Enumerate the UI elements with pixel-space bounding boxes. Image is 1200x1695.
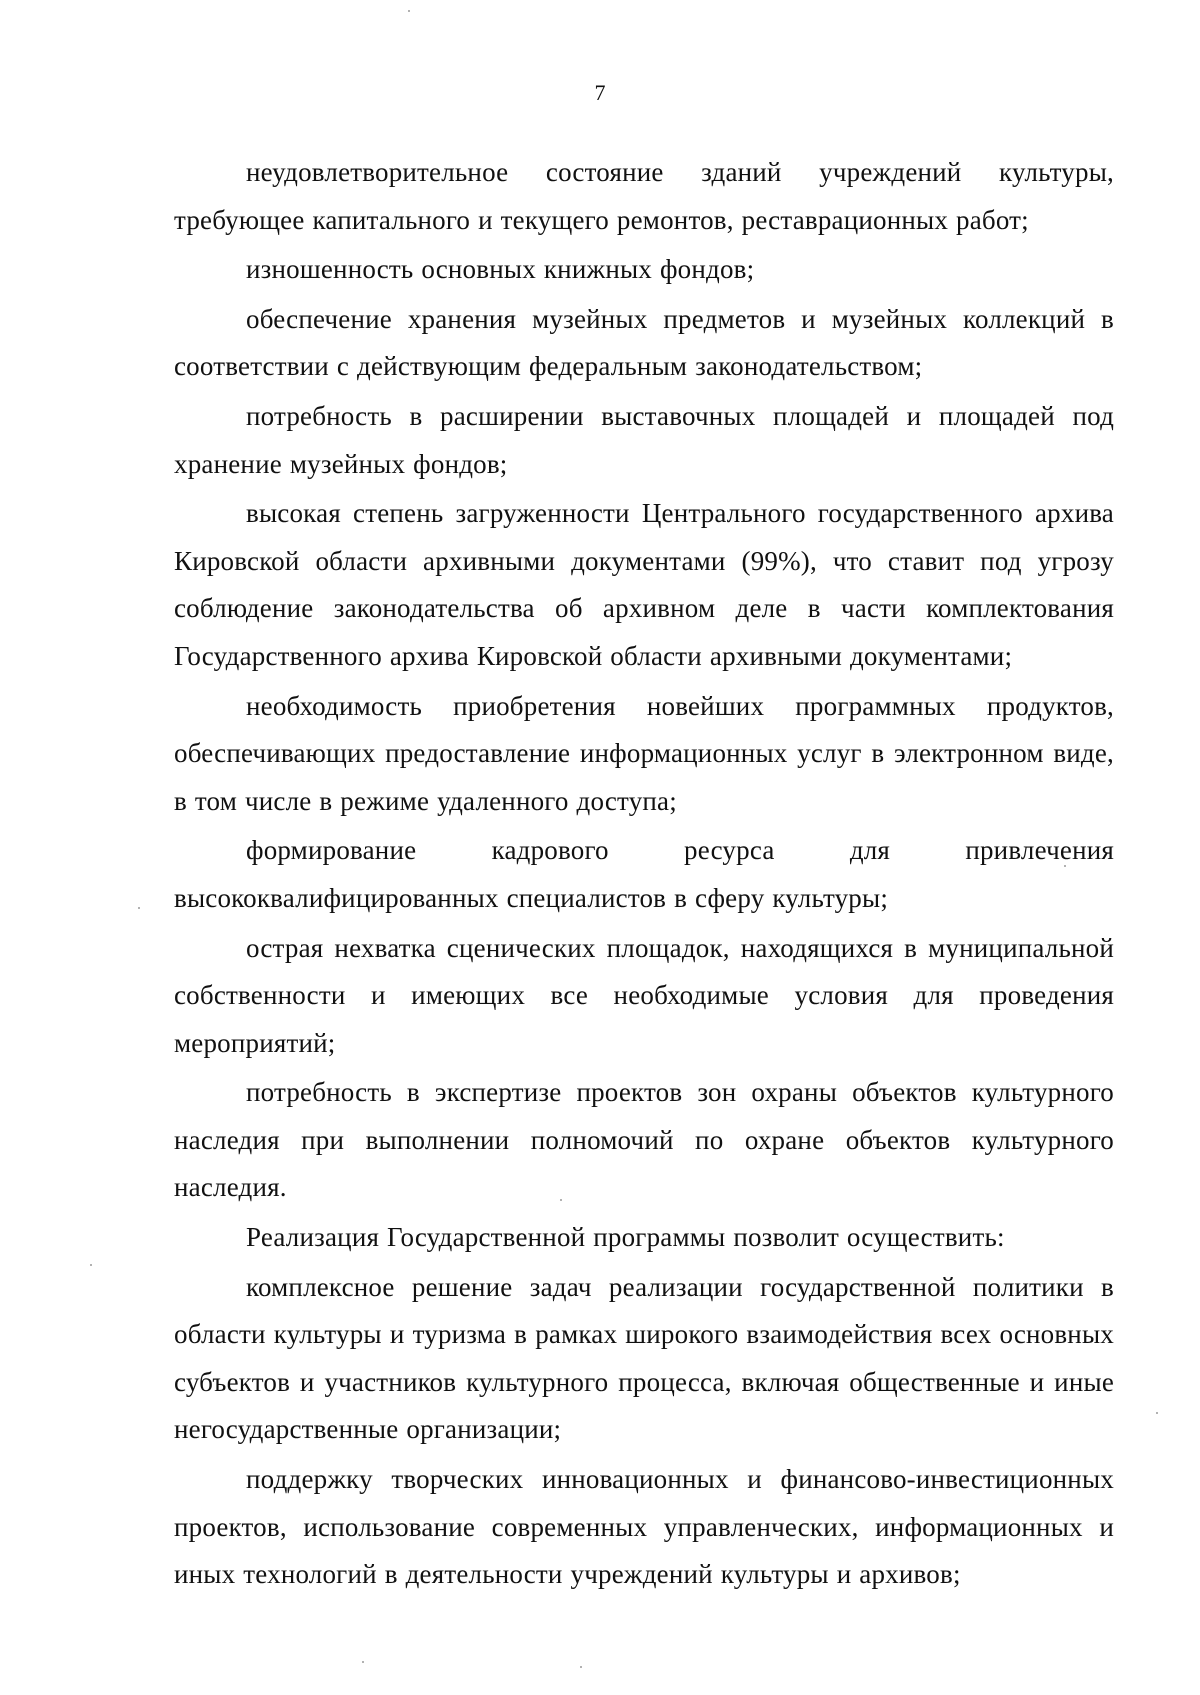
scan-speck: [138, 907, 140, 909]
page-number: 7: [594, 80, 606, 105]
document-body: [174, 149, 1114, 1601]
scan-speck: [1156, 1412, 1158, 1414]
scan-speck: [560, 1199, 562, 1201]
paragraph-12: поддержку творческих инновационных и финансово-инвестиционных проектов, использование современных управленческих, информационных и иных технологий в деятельности учреждений культуры и архивов;: [174, 1464, 1114, 1590]
scan-speck: [580, 1666, 582, 1668]
scan-speck: [90, 1264, 92, 1266]
paragraph-6: необходимость приобретения новейших программных продуктов, обеспечивающих предоставление информационных услуг в электронном виде, в том числе в режиме удаленного доступа;: [174, 690, 1114, 816]
paragraph-11: комплексное решение задач реализации государственной политики в области культуры и туризма в рамках широкого взаимодействия всех основных субъектов и участников культурного процесса, включая общественные и иные негосударственные организации;: [174, 1271, 1114, 1445]
paragraph-5: высокая степень загруженности Центрального государственного архива Кировской области архивными документами (99%), что ставит под угрозу соблюдение законодательства об архивном деле в части комплектования Государственного архива Кировской области архивными документами;: [174, 498, 1114, 671]
paragraph-9: потребность в экспертизе проектов зон охраны объектов культурного наследия при выполнении полномочий по охране объектов культурного наследия.: [174, 1077, 1114, 1203]
paragraph-4: потребность в расширении выставочных площадей и площадей под хранение музейных фондов;: [174, 400, 1114, 479]
paragraph-2: изношенность основных книжных фондов;: [246, 254, 755, 285]
paragraph-8: острая нехватка сценических площадок, находящихся в муниципальной собственности и имеющих все необходимые условия для проведения мероприятий;: [174, 932, 1114, 1058]
paragraph-3: обеспечение хранения музейных предметов и музейных коллекций в соответствии с действующим федеральным законодательством;: [174, 303, 1114, 382]
paragraph-1: неудовлетворительное состояние зданий учреждений культуры, требующее капитального и текущего ремонтов, реставрационных работ;: [174, 157, 1114, 235]
paragraph-10: Реализация Государственной программы позволит осуществить:: [246, 1222, 1005, 1253]
scan-speck: [408, 10, 410, 12]
scan-speck: [1064, 865, 1066, 867]
paragraph-7: формирование кадрового ресурса для привлечения высококвалифицированных специалистов в сферу культуры;: [174, 835, 1114, 913]
scan-speck: [362, 1661, 364, 1663]
